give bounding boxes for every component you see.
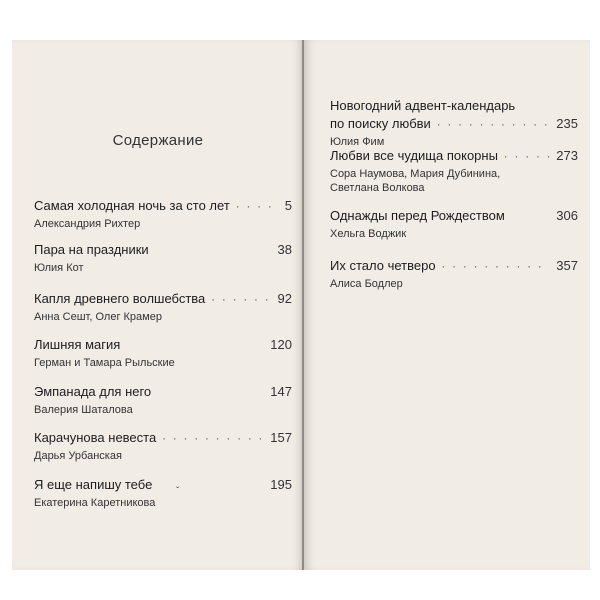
- toc-entry: [34, 291, 292, 324]
- entry-page: 195: [270, 477, 292, 492]
- entry-page: 273: [556, 148, 578, 163]
- leader-dots: [504, 151, 550, 163]
- left-page: [12, 40, 304, 570]
- leader-dots: [211, 294, 271, 306]
- entry-title-line1: Новогодний адвент-календарь: [330, 98, 516, 113]
- entry-author: Анна Сешт, Олег Крамер: [34, 311, 162, 323]
- toc-entry: [330, 98, 578, 149]
- entry-page: 92: [277, 291, 292, 306]
- entry-title: Лишняя магия: [34, 337, 121, 352]
- toc-entry: [34, 384, 292, 417]
- toc-entry: [34, 337, 292, 370]
- entry-page: 147: [270, 384, 292, 399]
- toc-entry: [330, 208, 578, 241]
- leader-dots: [236, 201, 279, 213]
- toc-entry: [34, 477, 292, 510]
- entry-author: Герман и Тамара Рыльские: [34, 357, 175, 369]
- entry-author: Екатерина Каретникова: [34, 497, 156, 509]
- toc-entry: [330, 258, 578, 291]
- entry-title: Эмпанада для него: [34, 384, 152, 399]
- toc-entry: [34, 198, 292, 231]
- entry-page: 357: [556, 258, 578, 273]
- entry-author: Алиса Бодлер: [330, 278, 403, 290]
- entry-author-line2: Светлана Волкова: [330, 182, 425, 194]
- leader-dots: [442, 261, 551, 273]
- entry-author: Валерия Шаталова: [34, 404, 133, 416]
- entry-title: Я еще напишу тебе: [34, 477, 153, 492]
- entry-page: 5: [284, 198, 292, 213]
- toc-heading: Содержание: [112, 132, 204, 149]
- entry-author: Александрия Рихтер: [34, 218, 141, 230]
- entry-title: Любви все чудища покорны: [330, 148, 498, 163]
- entry-author: Хельга Воджик: [330, 228, 407, 240]
- entry-author-line1: Сора Наумова, Мария Дубинина,: [330, 168, 501, 180]
- leader-dots: [162, 433, 264, 445]
- toc-entry: [34, 430, 292, 463]
- entry-title: Однажды перед Рождеством: [330, 208, 505, 223]
- ink-speck: ˇ: [176, 486, 180, 497]
- leader-dots: [437, 119, 550, 131]
- toc-entry: [330, 148, 578, 195]
- toc-entry: [34, 242, 292, 275]
- entry-page: 120: [270, 337, 292, 352]
- entry-author: Юлия Кот: [34, 262, 84, 274]
- entry-title: Их стало четверо: [330, 258, 436, 273]
- entry-title: Капля древнего волшебства: [34, 291, 206, 306]
- entry-page: 38: [277, 242, 292, 257]
- entry-page: 306: [556, 208, 578, 223]
- entry-title: по поиску любви: [330, 116, 431, 131]
- right-page: [304, 40, 590, 570]
- entry-title: Карачунова невеста: [34, 430, 157, 445]
- entry-title: Пара на праздники: [34, 242, 149, 257]
- entry-page: 235: [556, 116, 578, 131]
- entry-page: 157: [270, 430, 292, 445]
- entry-title: Самая холодная ночь за сто лет: [34, 198, 230, 213]
- entry-author: Дарья Урбанская: [34, 450, 122, 462]
- entry-author: Юлия Фим: [330, 136, 385, 148]
